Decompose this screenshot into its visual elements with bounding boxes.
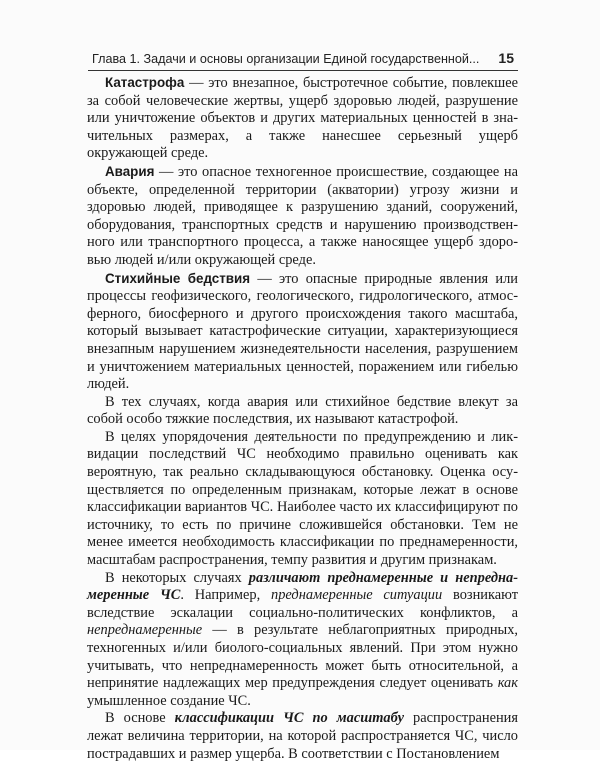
term-catastrophe: Катастрофа: [105, 75, 185, 90]
page-number: 15: [498, 50, 514, 66]
text-run: . Например,: [180, 587, 272, 604]
running-header: [60, 48, 518, 70]
paragraph-accident: [87, 163, 518, 270]
paragraph-catastrophe: [87, 74, 518, 163]
paragraph-natural-disasters: [87, 270, 518, 394]
paragraph-assessment: В целях упорядочения деятельности по предупреждению и ликвидации последствий ЧС необходимо правильно оценивать как вероятную, так реально складывающуюся обстановку. Оценка осуществляется по определенным признакам, которые лежат в основе классификации вариантов ЧС. Наиболее часто их классифицируют по источнику, то есть по причине сложившейся обстановки. Тем не менее имеется необходимость классификации по преднамеренности, масштабам распространения, темпу развития и другим признакам.: [87, 428, 518, 569]
text-run: В некоторых случаях: [105, 569, 249, 586]
italic-as: как: [497, 675, 518, 692]
body-text: [87, 74, 518, 763]
text-run: В основе: [105, 710, 175, 727]
emphasis-intentional: различают преднамеренные и непреднамеренные ЧС: [87, 569, 518, 604]
text-run: распространения лежат величина территории, на которой распространяется ЧС, число пострадавших и размер ущерба. В соответствии с Постановлением: [87, 710, 519, 762]
paragraph-severe-consequences: В тех случаях, когда авария или стихийное бедствие влекут за собой особо тяжкие последствия, их называют катастрофой.: [87, 393, 518, 428]
text-run: — в результате неблагоприятных природных, техногенных и/или биолого-социальных явлений. При этом нужно учитывать, что непреднамеренность может быть относительной, а непринятие надлежащих мер предупреждения следует оценивать: [87, 622, 518, 692]
definition-text: — это внезапное, быстротечное событие, повлекшее за собой человеческие жертвы, ущерб здоровью людей, разрушение или уничтожение объектов и других материальных ценностей в значительных размерах, а также нанесшее серьезный ущерб окружающей среде.: [87, 75, 518, 162]
paragraph-scale-classification: [87, 710, 518, 763]
emphasis-scale-classification: классификации ЧС по масштабу: [174, 710, 404, 727]
term-accident: Авария: [105, 163, 155, 179]
term-natural-disasters: Стихийные бедствия: [105, 270, 251, 286]
header-rule: [88, 70, 518, 71]
definition-text: — это опасное техногенное происшествие, создающее на объекте, определенной территории (акватории) угрозу жизни и здоровью людей, приводящее к разрушению зданий, сооружений, оборудования, транспортных средств и нарушению производственного или транспортного процесса, а также наносящее ущерб здоровью людей и/или окружающей среде.: [87, 163, 518, 268]
text-run: возникают вследствие эскалации социально-политических конфликтов, а: [87, 587, 518, 621]
italic-unintentional: непреднамеренные: [87, 622, 203, 639]
paragraph-intentional: [87, 570, 518, 711]
italic-intentional-situations: преднамеренные ситуации: [271, 587, 443, 604]
chapter-title: Глава 1. Задачи и основы организации Единой государственной...: [92, 52, 480, 66]
text-run: умышленное создание ЧС.: [87, 692, 251, 709]
definition-text: — это опасные природные явления или процессы геофизического, геологического, гидрологического, атмосферного, биосферного и другого происхождения такого масштаба, который вызывает катастрофические ситуации, характеризующиеся внезапным нарушением жизнедеятельности населения, разрушением и уничтожением материальных ценностей, поражением или гибелью людей.: [87, 270, 518, 393]
